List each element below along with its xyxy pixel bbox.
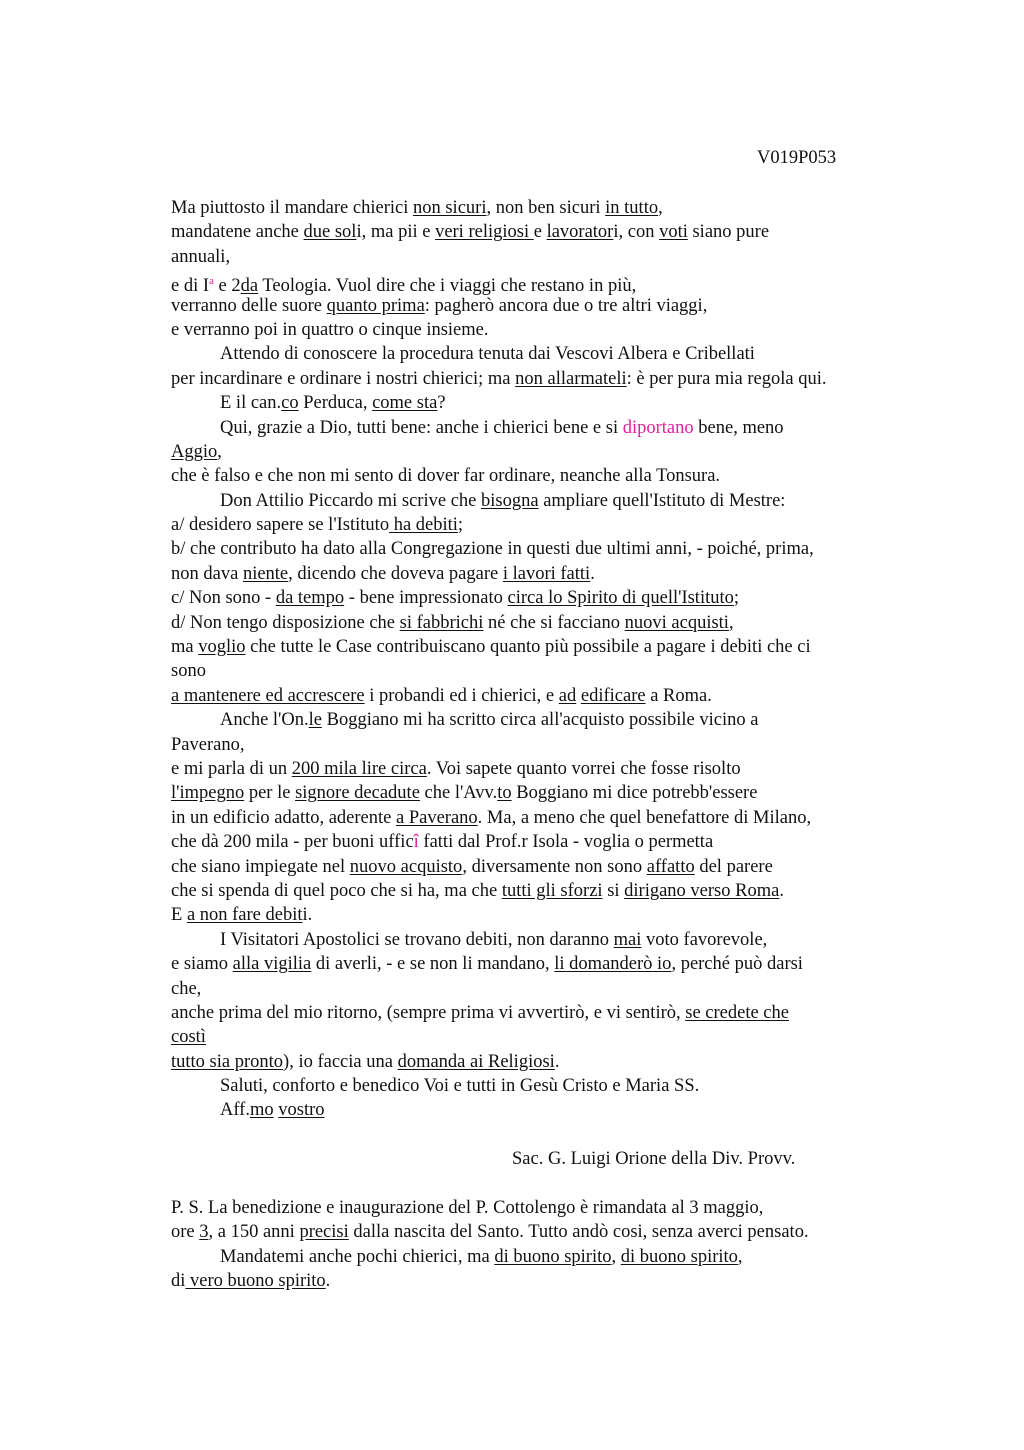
underlined-text: edificare xyxy=(580,685,646,706)
underlined-text: a non fare debit xyxy=(186,905,303,926)
underlined-text: non sicuri xyxy=(412,198,487,218)
text-run: che, xyxy=(171,978,202,999)
text-line xyxy=(171,1220,931,1244)
text-run: Anche l'On. xyxy=(220,710,309,731)
text-line xyxy=(171,489,931,513)
underlined-text: 3 xyxy=(199,1222,209,1243)
underlined-text: si fabbrichi xyxy=(399,612,484,633)
text-run: ore xyxy=(171,1222,200,1243)
underlined-text: veri religiosi xyxy=(435,222,534,243)
underlined-text: dirigano verso Roma xyxy=(624,880,780,901)
text-run: P. S. La benedizione e inaugurazione del P. Cottolengo è rimandata al 3 maggio, xyxy=(171,1198,764,1219)
text-run: non dava xyxy=(171,563,243,584)
text-run: di xyxy=(171,1271,186,1292)
text-line xyxy=(171,464,931,488)
underlined-text: vostro xyxy=(278,1100,325,1121)
text-run: del parere xyxy=(694,856,773,877)
highlighted-text: î xyxy=(413,832,419,853)
text-line xyxy=(171,220,931,244)
text-line xyxy=(171,1245,931,1269)
text-line xyxy=(171,1196,931,1220)
text-run: ampliare quell'Istituto di Mestre: xyxy=(538,490,786,511)
text-run: siano pure xyxy=(687,222,770,243)
underlined-text: affatto xyxy=(646,856,695,877)
text-run: E il can. xyxy=(220,393,282,414)
text-run: in un edificio adatto, aderente xyxy=(171,807,396,828)
text-line xyxy=(171,391,931,415)
text-line xyxy=(171,1001,931,1025)
text-run: a/ desidero sapere se l'Istituto xyxy=(171,515,390,536)
text-run: . xyxy=(325,1271,331,1292)
text-run: Qui, grazie a Dio, tutti bene: anche i chierici bene e si xyxy=(220,417,623,438)
text-line xyxy=(171,830,931,854)
text-run: , xyxy=(737,1246,743,1267)
text-line xyxy=(171,952,931,976)
underlined-text: vero buono spirito xyxy=(185,1271,326,1292)
text-run: Paverano, xyxy=(171,734,245,755)
text-run: né che si facciano xyxy=(483,612,625,633)
underlined-text: come sta xyxy=(372,393,438,414)
underlined-text: nuovi acquisti xyxy=(624,612,729,633)
text-run: Ma piuttosto il mandare chierici xyxy=(171,198,413,218)
underlined-text: in tutto xyxy=(605,198,659,218)
text-line xyxy=(171,318,931,342)
text-run: d/ Non tengo disposizione che xyxy=(171,612,400,633)
text-run: ; xyxy=(733,588,739,609)
text-line xyxy=(171,342,931,366)
text-run: verranno delle suore xyxy=(171,295,327,316)
underlined-text: non allarmateli xyxy=(515,368,627,389)
text-run: bene, meno xyxy=(693,417,784,438)
text-run: che dà 200 mila - per buoni uffic xyxy=(171,832,414,853)
text-run: si xyxy=(602,880,625,901)
text-run: Perduca, xyxy=(298,393,373,414)
text-run: , a 150 anni xyxy=(208,1222,300,1243)
text-line xyxy=(171,659,931,683)
text-run: voto favorevole, xyxy=(641,929,768,950)
text-run: e mi parla di un xyxy=(171,758,292,779)
text-run: Sac. G. Luigi Orione della Div. Provv. xyxy=(512,1149,796,1170)
text-run: che tutte le Case contribuiscano quanto più possibile a pagare i debiti che ci xyxy=(245,637,811,658)
text-run: i. xyxy=(302,905,313,926)
letter-body xyxy=(171,196,931,1294)
text-run: , non ben sicuri xyxy=(486,198,606,218)
text-line xyxy=(171,977,931,1001)
underlined-text: ad xyxy=(558,685,577,706)
text-run: , diversamente non sono xyxy=(462,856,647,877)
underlined-text: signore decadute xyxy=(295,783,420,804)
text-line xyxy=(171,513,931,537)
text-line xyxy=(171,1025,931,1049)
text-line xyxy=(171,586,931,610)
text-line xyxy=(171,1269,931,1293)
text-run: ? xyxy=(437,393,446,414)
text-run: I Visitatori Apostolici se trovano debiti, non daranno xyxy=(220,929,614,950)
text-run: : pagherò ancora due o tre altri viaggi, xyxy=(424,295,708,316)
text-line xyxy=(171,416,931,440)
text-run: Saluti, conforto e benedico Voi e tutti in Gesù Cristo e Maria SS. xyxy=(220,1076,700,1097)
underlined-text: mai xyxy=(613,929,642,950)
underlined-text: l'impegno xyxy=(171,783,245,804)
blank-line xyxy=(171,1123,931,1147)
text-run: per le xyxy=(244,783,296,804)
text-line xyxy=(171,367,931,391)
text-line xyxy=(171,1050,931,1074)
page-id: V019P053 xyxy=(757,148,837,168)
text-line xyxy=(171,562,931,586)
underlined-text: lavorator xyxy=(546,222,614,243)
text-run: Aff. xyxy=(220,1100,250,1121)
text-line xyxy=(171,903,931,927)
text-run: b/ che contributo ha dato alla Congregazione in questi due ultimi anni, - poiché, prima, xyxy=(171,539,814,560)
underlined-text: 200 mila lire circa xyxy=(291,758,427,779)
text-run: . Ma, a meno che quel benefattore di Milano, xyxy=(477,807,812,828)
underlined-text: di buono spirito xyxy=(494,1246,612,1267)
underlined-text: li domanderò io xyxy=(554,954,672,975)
text-run: i probandi ed i chierici, e xyxy=(364,685,559,706)
text-line xyxy=(171,855,931,879)
text-run: Don Attilio Piccardo mi scrive che xyxy=(220,490,481,511)
text-run: Attendo di conoscere la procedura tenuta dai Vescovi Albera e Cribellati xyxy=(220,344,755,365)
text-run: , xyxy=(217,441,222,462)
text-run: , xyxy=(658,198,663,218)
text-run: dalla nascita del Santo. Tutto andò cosi, senza averci pensato. xyxy=(348,1222,809,1243)
text-line xyxy=(171,806,931,830)
text-line xyxy=(171,269,931,297)
text-run: e xyxy=(533,222,547,243)
text-run: Teologia. Vuol dire che i viaggi che restano in più, xyxy=(258,276,637,297)
text-run: . Voi sapete quanto vorrei che fosse risolto xyxy=(426,758,741,779)
text-line xyxy=(171,1074,931,1098)
text-run: che si spenda di quel poco che si ha, ma che xyxy=(171,880,502,901)
text-run: annuali, xyxy=(171,246,231,267)
underlined-text: le xyxy=(308,710,322,731)
underlined-text: voti xyxy=(659,222,688,243)
text-line xyxy=(171,757,931,781)
text-run: ), io faccia una xyxy=(283,1051,398,1072)
underlined-text: a Paverano xyxy=(396,807,478,828)
text-line xyxy=(171,781,931,805)
text-run: , xyxy=(728,612,734,633)
underlined-text: tutti gli sforzi xyxy=(501,880,603,901)
text-run: - bene impressionato xyxy=(344,588,508,609)
underlined-text: precisi xyxy=(299,1222,349,1243)
text-line xyxy=(171,1098,931,1122)
text-run: , xyxy=(611,1246,621,1267)
underlined-text: costì xyxy=(171,1027,206,1048)
underlined-text: co xyxy=(281,393,299,414)
text-run: di averli, - e se non li mandano, xyxy=(311,954,555,975)
text-run: che siano impiegate nel xyxy=(171,856,350,877)
text-run: Mandatemi anche pochi chierici, ma xyxy=(220,1246,495,1267)
text-run: . xyxy=(590,563,595,584)
underlined-text: i lavori fatti xyxy=(502,563,591,584)
text-line xyxy=(171,733,931,757)
text-run: E xyxy=(171,905,187,926)
text-run: a Roma. xyxy=(645,685,712,706)
text-run: e siamo xyxy=(171,954,233,975)
text-run: . xyxy=(554,1051,560,1072)
text-line xyxy=(171,440,931,464)
text-run: Boggiano mi ha scritto circa all'acquisto possibile vicino a xyxy=(321,710,759,731)
text-run: . xyxy=(779,880,784,901)
text-run: , perché può darsi xyxy=(671,954,803,975)
underlined-text: da xyxy=(240,276,259,297)
underlined-text: Aggio xyxy=(171,441,218,462)
text-run: , dicendo che doveva pagare xyxy=(288,563,503,584)
underlined-text: mo xyxy=(249,1100,274,1121)
text-run: ma xyxy=(171,637,199,658)
underlined-text: circa lo Spirito di quell'Istituto xyxy=(507,588,734,609)
underlined-text: quanto prima xyxy=(326,295,425,316)
underlined-text: nuovo acquisto xyxy=(349,856,463,877)
underlined-text: ha debiti xyxy=(389,515,458,536)
signature-line xyxy=(171,1147,931,1171)
text-run: che l'Avv. xyxy=(419,783,498,804)
text-line xyxy=(171,537,931,561)
underlined-text: a xyxy=(209,275,214,288)
underlined-text: to xyxy=(497,783,512,804)
underlined-text: se credete che xyxy=(685,1002,789,1023)
text-run: sono xyxy=(171,661,206,682)
text-run: : è per pura mia regola qui. xyxy=(626,368,827,389)
text-line xyxy=(171,196,931,220)
text-run: per incardinare e ordinare i nostri chierici; ma xyxy=(171,368,516,389)
text-line xyxy=(171,684,931,708)
text-line xyxy=(171,635,931,659)
text-run: che è falso e che non mi sento di dover far ordinare, neanche alla Tonsura. xyxy=(171,466,721,487)
text-run: e 2 xyxy=(213,276,241,297)
underlined-text: due sol xyxy=(303,222,357,243)
text-run: i, con xyxy=(613,222,660,243)
text-line xyxy=(171,611,931,635)
underlined-text: voglio xyxy=(198,637,246,658)
underlined-text: di buono spirito xyxy=(620,1246,738,1267)
text-run: e di I xyxy=(171,276,210,297)
text-run: anche prima del mio ritorno, (sempre prima vi avvertirò, e vi sentirò, xyxy=(171,1002,686,1023)
underlined-text: bisogna xyxy=(481,490,539,511)
text-run: fatti dal Prof.r Isola - voglia o permetta xyxy=(418,832,714,853)
blank-line xyxy=(171,1172,931,1196)
text-line xyxy=(171,708,931,732)
text-run: e verranno poi in quattro o cinque insieme. xyxy=(171,319,489,340)
underlined-text: a mantenere ed accrescere xyxy=(171,685,365,706)
text-line xyxy=(171,245,931,269)
text-line xyxy=(171,928,931,952)
text-run: i, ma pii e xyxy=(356,222,436,243)
underlined-text: tutto sia pronto xyxy=(171,1051,284,1072)
text-line xyxy=(171,294,931,318)
text-run: mandatene anche xyxy=(171,222,304,243)
text-run: c/ Non sono - xyxy=(171,588,276,609)
text-line xyxy=(171,879,931,903)
text-run: Boggiano mi dice potrebb'essere xyxy=(511,783,758,804)
underlined-text: da tempo xyxy=(275,588,345,609)
text-run: ; xyxy=(457,515,464,536)
underlined-text: niente xyxy=(242,563,289,584)
underlined-text: domanda ai Religiosi xyxy=(397,1051,555,1072)
highlighted-text: diportano xyxy=(622,417,694,438)
underlined-text: alla vigilia xyxy=(232,954,312,975)
